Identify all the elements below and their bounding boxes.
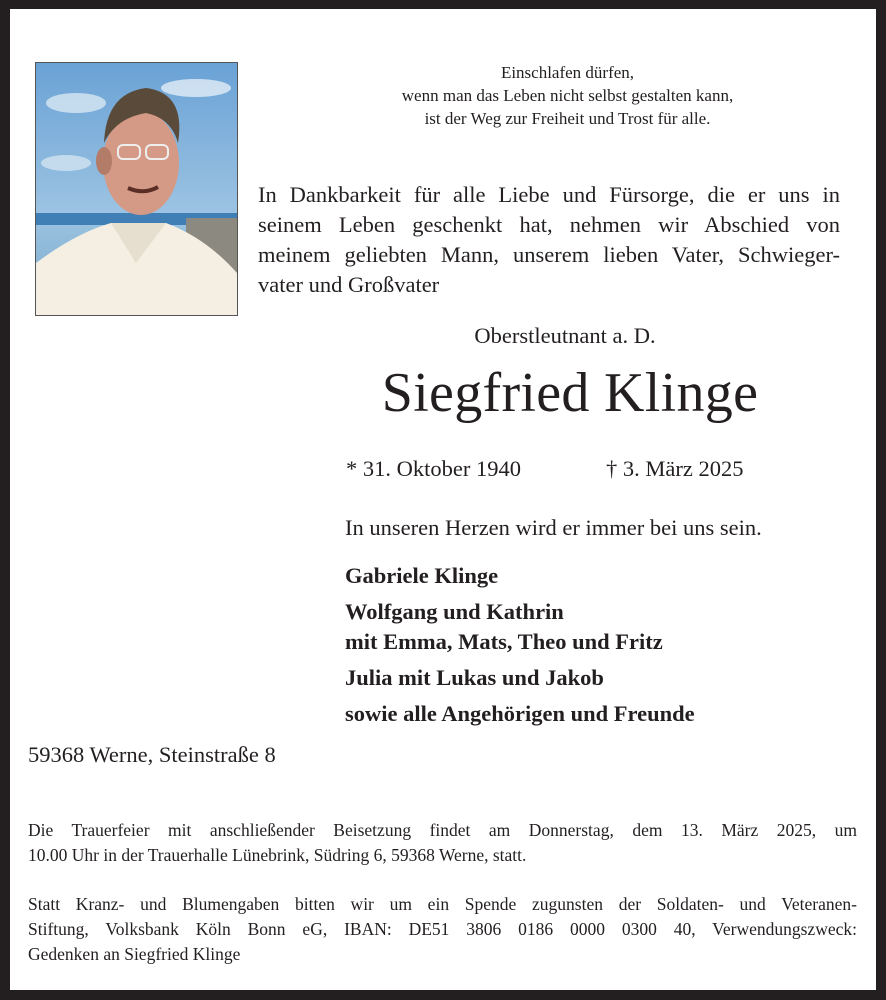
funeral-line: 10.00 Uhr in der Trauerhalle Lünebrink, Südring 6, 59368 Werne, statt. — [28, 845, 527, 865]
family-member: mit Emma, Mats, Theo und Fritz — [345, 629, 663, 654]
deceased-name: Siegfried Klinge — [381, 362, 759, 424]
motto-line: Einschlafen dürfen, — [500, 63, 635, 82]
family-member: Julia mit Lukas und Jakob — [345, 665, 604, 690]
portrait-image — [36, 63, 237, 315]
motto-verse — [310, 61, 825, 130]
donation-notice — [28, 892, 857, 967]
deceased-rank: Oberstleutnant a. D. — [474, 323, 656, 348]
intro-text — [258, 180, 840, 300]
motto-line: ist der Weg zur Freiheit und Trost für alle. — [424, 109, 711, 128]
memorial-line: In unseren Herzen wird er immer bei uns sein. — [345, 515, 762, 540]
intro-line: seinem Leben geschenkt hat, nehmen wir Abschied von — [258, 212, 840, 237]
donation-line: Statt Kranz- und Blumengaben bitten wir um ein Spende zugunsten der Soldaten- und Veteranen- — [28, 894, 857, 914]
family-member: Gabriele Klinge — [345, 563, 499, 588]
funeral-notice — [28, 818, 857, 868]
motto-line: wenn man das Leben nicht selbst gestalten kann, — [401, 86, 734, 105]
funeral-line: Die Trauerfeier mit anschließender Beisetzung findet am Donnerstag, dem 13. März 2025, um — [28, 820, 857, 840]
family-member: Wolfgang und Kathrin — [345, 599, 564, 624]
donation-line: Stiftung, Volksbank Köln Bonn eG, IBAN: DE51 3806 0186 0000 0300 40, Verwendungszweck: — [28, 919, 857, 939]
death-date: † 3. März 2025 — [606, 456, 744, 481]
intro-line: vater und Großvater — [258, 272, 440, 297]
birth-date: * 31. Oktober 1940 — [346, 456, 521, 481]
donation-line: Gedenken an Siegfried Klinge — [28, 944, 241, 964]
obituary-sheet — [10, 9, 876, 990]
portrait-photo — [35, 62, 238, 316]
intro-line: In Dankbarkeit für alle Liebe und Fürsorge, die er uns in — [258, 182, 840, 207]
address: 59368 Werne, Steinstraße 8 — [28, 742, 276, 767]
family-member: sowie alle Angehörigen und Freunde — [345, 701, 695, 726]
intro-line: meinem geliebten Mann, unserem lieben Vater, Schwieger- — [258, 242, 840, 267]
